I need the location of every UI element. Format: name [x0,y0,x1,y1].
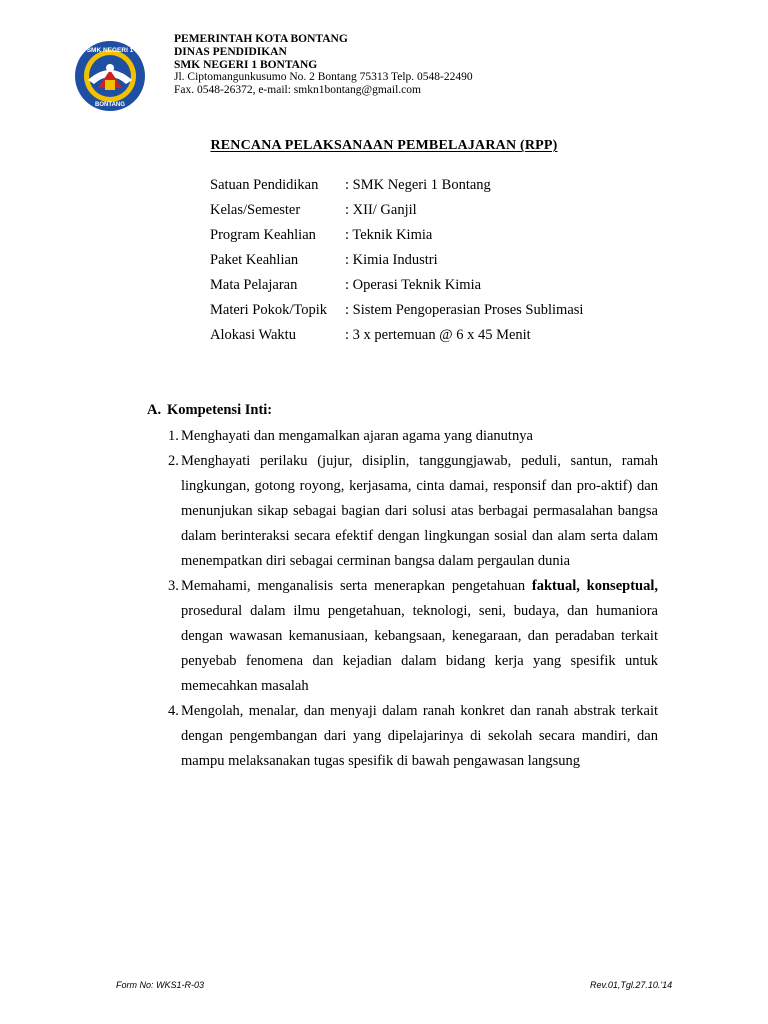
identity-value: : SMK Negeri 1 Bontang [345,177,491,193]
identity-label: Satuan Pendidikan [210,177,319,193]
list-number: 2. [168,453,179,469]
identity-label: Alokasi Waktu [210,327,296,343]
identity-label: Materi Pokok/Topik [210,302,327,318]
list-item-text: Menghayati perilaku (jujur, disiplin, tanggungjawab, peduli, santun, ramah lingkungan, gotong royong, kerjasama, cinta damai, responsif dan pro-aktif) dan menunjukan sikap sebagai bagian dari solusi atas berbagai permasalahan bangsa dalam berinteraksi secara efektif dengan lingkungan sosial dan alam serta dalam menempatkan diri sebagai cerminan bangsa dalam pergaulan dunia [181,453,658,569]
list-text-segment: Memahami, menganalisis serta menerapkan pengetahuan [181,578,532,594]
bold-term: faktual, [531,578,580,594]
list-item [168,574,658,699]
list-text-segment [580,578,587,594]
identity-value: : Operasi Teknik Kimia [345,277,482,293]
list-item [168,424,658,449]
section-title: Kompetensi Inti: [167,402,273,418]
identity-value: : Teknik Kimia [345,227,433,243]
list-number: 4. [168,703,179,719]
bold-term: konseptual, [586,578,658,594]
form-number: Form No: WKS1-R-03 [116,980,205,990]
school-address: Jl. Ciptomangunkusumo No. 2 Bontang 75313 Telp. 0548-22490 [174,71,473,84]
identity-label: Program Keahlian [210,227,316,243]
list-number: 1. [168,428,179,444]
logo-ring-text-top: SMK NEGERI 1 [86,47,134,54]
identity-value: : XII/ Ganjil [345,202,417,218]
document-title [0,138,768,154]
government-name: PEMERINTAH KOTA BONTANG [174,33,348,45]
list-item-text [181,574,658,699]
document-title-text: RENCANA PELAKSANAAN PEMBELAJARAN (RPP) [210,138,558,153]
identity-label: Kelas/Semester [210,202,301,218]
list-text-segment: prosedural dalam ilmu pengetahuan, teknologi, seni, budaya, dan humaniora dengan wawasan kemanusiaan, kebangsaan, kenegaraan, dan peradaban terkait penyebab fenomena dan kejadian dalam bidang kerja yang spesifik untuk memecahkan masalah [181,603,658,694]
list-number: 3. [168,578,179,594]
revision-info: Rev.01,Tgl.27.10.'14 [590,980,673,990]
list-item-text: Mengolah, menalar, dan menyaji dalam ranah konkret dan ranah abstrak terkait dengan pengembangan dari yang dipelajarinya di sekolah secara mandiri, dan mampu melaksanakan tugas spesifik di bawah pengawasan langsung [181,703,658,769]
school-name: SMK NEGERI 1 BONTANG [174,58,318,71]
identity-label: Paket Keahlian [210,252,299,268]
section-heading-a [147,402,272,419]
identity-value: : 3 x pertemuan @ 6 x 45 Menit [345,327,531,343]
department-name: DINAS PENDIDIKAN [174,45,287,58]
school-contact: Fax. 0548-26372, e-mail: smkn1bontang@gmail.com [174,84,421,97]
logo-ring-text-bottom: BONTANG [95,102,125,108]
list-item [168,699,658,774]
identity-label: Mata Pelajaran [210,277,298,293]
list-item [168,449,658,574]
school-logo [74,40,146,112]
letterhead [174,33,473,97]
list-item-text: Menghayati dan mengamalkan ajaran agama yang dianutnya [181,428,533,444]
section-letter: A. [147,402,162,418]
identity-value: : Kimia Industri [345,252,438,268]
competency-list [168,424,658,774]
identity-value: : Sistem Pengoperasian Proses Sublimasi [345,302,584,318]
logo-emblem-icon [74,40,146,112]
